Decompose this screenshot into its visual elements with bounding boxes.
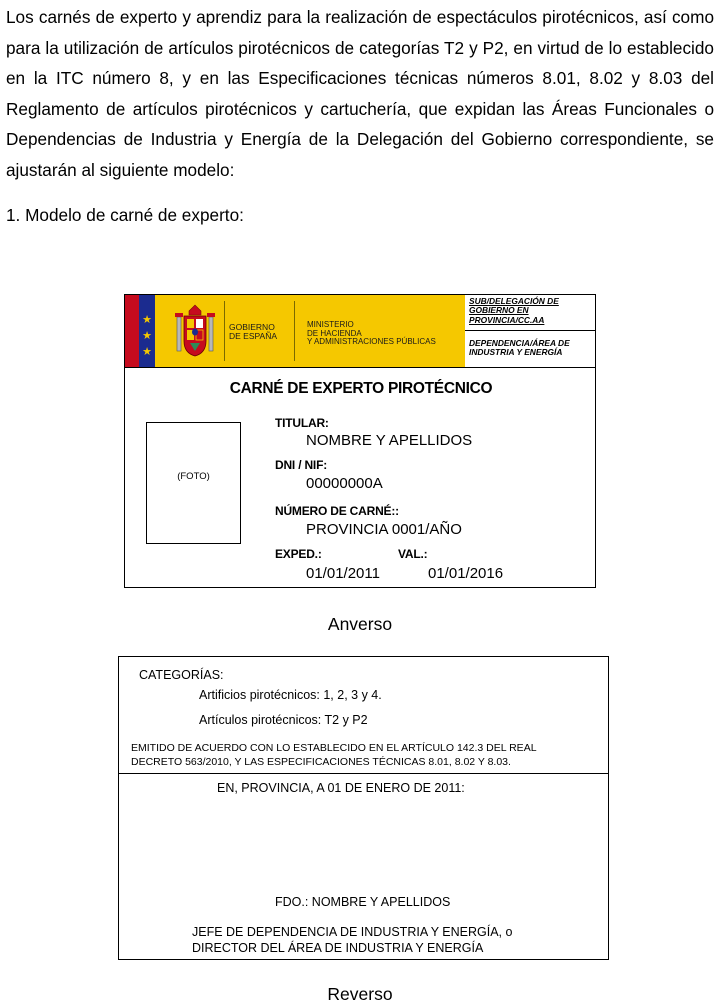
place-date: EN, PROVINCIA, A 01 DE ENERO DE 2011: (217, 781, 465, 795)
val-label: VAL.: (398, 547, 428, 561)
photo-placeholder (146, 422, 241, 544)
card-back (118, 656, 609, 960)
coat-of-arms-icon (175, 303, 215, 359)
header-divider (125, 367, 596, 368)
office-divider (465, 330, 596, 331)
jefe-text (192, 924, 512, 956)
front-caption: Anverso (327, 614, 393, 634)
back-caption: Reverso (327, 984, 393, 1004)
ministerio-line: Y ADMINISTRACIONES PÚBLICAS (307, 337, 436, 347)
emitido-line: EMITIDO DE ACUERDO CON LO ESTABLECIDO EN EL ARTÍCULO 142.3 DEL REAL (131, 742, 537, 754)
dependencia-line: INDUSTRIA Y ENERGÍA (469, 347, 563, 358)
star-icon: ★ (142, 346, 152, 358)
star-icon: ★ (142, 314, 152, 326)
card-front (124, 294, 596, 588)
jefe-line: JEFE DE DEPENDENCIA DE INDUSTRIA Y ENERGÍA, o (192, 925, 513, 939)
banner-divider (224, 301, 225, 361)
dependencia-label (469, 339, 595, 358)
titular-value: NOMBRE Y APELLIDOS (306, 432, 473, 449)
ministerio-line: DE HACIENDA (307, 328, 362, 338)
dependencia-line: DEPENDENCIA/ÁREA DE (469, 338, 570, 348)
item-heading: 1. Modelo de carné de experto: (6, 205, 244, 225)
back-divider (119, 773, 608, 774)
emitido-line: DECRETO 563/2010, Y LAS ESPECIFICACIONES TÉCNICAS 8.01, 8.02 Y 8.03. (131, 756, 511, 768)
intro-paragraph: Los carnés de experto y aprendiz para la realización de espectáculos pirotécnicos, así como para la utilización de artículos pirotécnicos de categorías T2 y P2, en virtud de lo establecido en la ITC número 8, y en las Especificaciones técnicas números 8.01, 8.02 y 8.03 del Reglamento de artículos pirotécnicos y cartuchería, que expidan las Áreas Funcionales o Dependencias de Industria y Energía de la Delegación del Gobierno correspondiente, se ajustarán al siguiente modelo: (6, 7, 714, 180)
gobierno-line: DE ESPAÑA (229, 331, 278, 341)
flag-red-stripe (125, 295, 139, 367)
numero-carne-value: PROVINCIA 0001/AÑO (306, 521, 462, 538)
photo-label: (FOTO) (177, 471, 210, 482)
numero-carne-label: NÚMERO DE CARNÉ:: (275, 504, 399, 518)
issuing-office-box (465, 295, 596, 367)
ministerio-line: MINISTERIO (307, 320, 354, 329)
subdelegacion-label (469, 297, 595, 325)
government-banner (125, 295, 465, 367)
subdelegacion-line: PROVINCIA/CC.AA (469, 314, 545, 325)
dni-label: DNI / NIF: (275, 458, 327, 472)
card-title: CARNÉ DE EXPERTO PIROTÉCNICO (229, 380, 493, 397)
dni-value: 00000000A (306, 475, 383, 492)
exped-value: 01/01/2011 (306, 565, 380, 582)
subdelegacion-line: SUB/DELEGACIÓN DE (469, 296, 559, 306)
gobierno-line: GOBIERNO (229, 322, 275, 332)
star-icon: ★ (142, 330, 152, 342)
emitido-text (131, 741, 537, 769)
articulos-line: Artículos pirotécnicos: T2 y P2 (199, 713, 368, 727)
fdo-line: FDO.: NOMBRE Y APELLIDOS (275, 895, 451, 909)
artificios-line: Artificios pirotécnicos: 1, 2, 3 y 4. (199, 688, 382, 702)
banner-divider (294, 301, 295, 361)
val-value: 01/01/2016 (428, 565, 504, 582)
jefe-line: DIRECTOR DEL ÁREA DE INDUSTRIA Y ENERGÍA (192, 941, 484, 955)
subdelegacion-line: GOBIERNO EN (469, 305, 529, 316)
categorias-label: CATEGORÍAS: (139, 668, 224, 682)
exped-label: EXPED.: (275, 547, 322, 561)
titular-label: TITULAR: (275, 416, 329, 430)
ministerio-label (307, 321, 436, 347)
gobierno-label (229, 323, 277, 341)
